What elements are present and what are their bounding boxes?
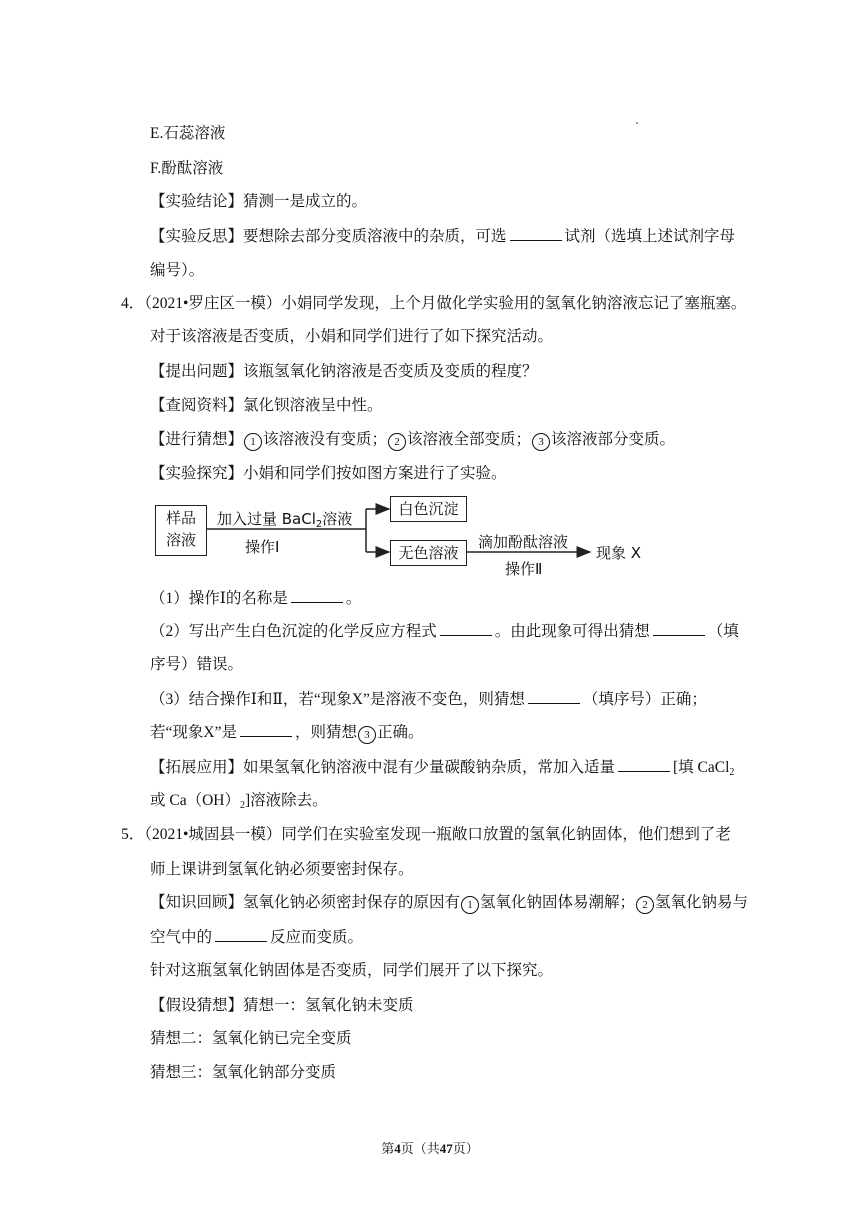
part-2: （2）写出产生白色沉淀的化学反应方程式 。由此现象可得出猜想 （填 — [150, 623, 739, 640]
circle-1-icon: 1 — [244, 433, 262, 451]
raise-question: 【提出问题】该瓶氢氧化钠溶液是否变质及变质的程度？ — [150, 363, 538, 380]
circle-3-icon: 3 — [358, 726, 376, 744]
option-e: E.石蕊溶液 — [150, 125, 226, 142]
answer-blank — [653, 621, 705, 636]
page-footer: 第4页（共47页） — [381, 1141, 479, 1156]
option-f: F.酚酞溶液 — [150, 160, 224, 177]
hypothesis-1: 【假设猜想】猜想一：氢氧化钠未变质 — [150, 997, 414, 1014]
white-precipitate-box: 白色沉淀 — [390, 496, 467, 522]
knowledge-review-cont: 空气中的 反应而变质。 — [150, 929, 364, 946]
extension-application-cont: 或 $Ca(OH)_2$]溶液除去。 — [150, 792, 328, 811]
answer-blank — [618, 757, 670, 772]
part-3: （3）结合操作Ⅰ和Ⅱ，若“现象X”是溶液不变色，则猜想 （填序号）正确； — [150, 691, 707, 708]
colorless-solution-box: 无色溶液 — [390, 540, 467, 566]
reflection-cont: 编号）。 — [150, 262, 205, 279]
knowledge-review: 【知识回顾】氢氧化钠必须密封保存的原因有 1 氢氧化钠固体易潮解； 2 氢氧化钠易与 — [150, 893, 748, 914]
investigation-intro: 针对这瓶氢氧化钠固体是否变质，同学们展开了以下探究。 — [150, 962, 554, 979]
part-2-cont: 序号）错误。 — [150, 656, 244, 673]
circle-1-icon: 1 — [461, 896, 479, 914]
total-pages: 47 — [439, 1141, 453, 1156]
question-4-stem-cont: 对于该溶液是否变质，小娟和同学们进行了如下探究活动。 — [150, 328, 554, 345]
answer-blank — [215, 927, 267, 942]
hypotheses: 【进行猜想】 1 该溶液没有变质； 2 该溶液全部变质； 3 该溶液部分变质。 — [150, 430, 675, 451]
question-4-stem: 4．（2021•罗庄区一模）小娟同学发现，上个月做化学实验用的氢氧化钠溶液忘记了塞瓶塞。 — [121, 295, 747, 312]
answer-blank — [440, 621, 492, 636]
hypothesis-3: 猜想三：氢氧化钠部分变质 — [150, 1064, 337, 1081]
answer-blank — [240, 722, 292, 737]
operation-2-label: 操作Ⅱ — [505, 560, 543, 578]
sample-label-1: 样品 — [165, 509, 196, 527]
extension-application: 【拓展应用】如果氢氧化钠溶液中混有少量碳酸钠杂质，常加入适量 [填 CaCl$_2$ — [150, 759, 735, 778]
hypothesis-2: 猜想二：氢氧化钠已完全变质 — [150, 1030, 352, 1047]
question-5-stem-cont: 师上课讲到氢氧化钠必须要密封保存。 — [150, 861, 414, 878]
sample-label-2: 溶液 — [165, 531, 196, 549]
phenomenon-x-label: 现象 X — [596, 544, 642, 562]
part-3-cont: 若“现象X”是 ，则猜想 3 正确。 — [150, 722, 424, 744]
part-1: （1）操作Ⅰ的名称是 。 — [150, 590, 362, 607]
operation-1-label: 操作Ⅰ — [245, 538, 280, 556]
circle-2-icon: 2 — [388, 433, 406, 451]
answer-blank — [528, 689, 580, 704]
question-5-stem: 5．（2021•城固县一模）同学们在实验室发现一瓶敞口放置的氢氧化钠固体，他们想到了老 — [121, 826, 731, 843]
consult-data: 【查阅资料】氯化钡溶液呈中性。 — [150, 397, 383, 414]
experiment-conclusion: 【实验结论】猜测一是成立的。 — [150, 193, 368, 210]
drop-phenol-label: 滴加酚酞溶液 — [478, 533, 569, 551]
add-reagent-label: 加入过量 BaCl$_2$溶液 — [217, 510, 353, 530]
experiment-explore: 【实验探究】小娟和同学们按如图方案进行了实验。 — [150, 465, 507, 482]
sample-box — [155, 505, 207, 556]
page-number: 4 — [394, 1141, 401, 1156]
circle-2-icon: 2 — [636, 896, 654, 914]
circle-3-icon: 3 — [532, 433, 550, 451]
answer-blank — [291, 588, 343, 603]
experiment-reflection: 【实验反思】要想除去部分变质溶液中的杂质，可选 试剂（选填上述试剂字母 — [150, 228, 736, 245]
